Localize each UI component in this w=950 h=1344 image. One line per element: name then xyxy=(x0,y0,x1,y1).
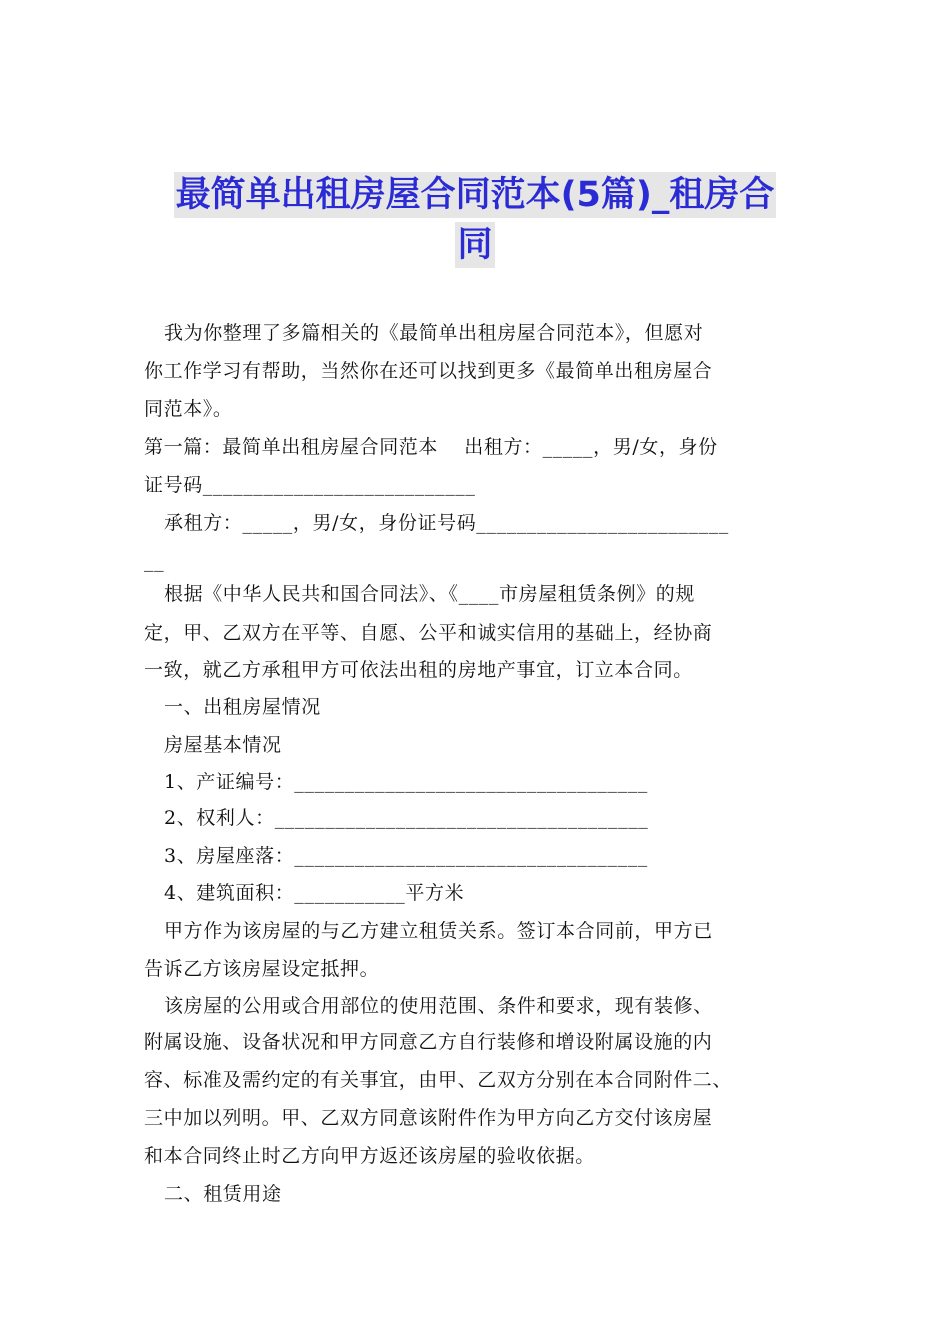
basis-line-2: 定，甲、乙双方在平等、自愿、公平和诚实信用的基础上，经协商 xyxy=(144,622,713,644)
intro-line-3: 同范本》。 xyxy=(144,398,233,420)
document-title xyxy=(120,172,830,268)
item-owner: 2、权利人：_____________________________________ xyxy=(164,807,649,829)
basis-line-3: 一致，就乙方承租甲方可依法出租的房地产事宜，订立本合同。 xyxy=(144,659,693,681)
intro-line-1: 我为你整理了多篇相关的《最简单出租房屋合同范本》，但愿对 xyxy=(164,322,704,344)
mortgage-line-2: 告诉乙方该房屋设定抵押。 xyxy=(144,958,380,980)
common-parts-line-3: 容、标准及需约定的有关事宜，由甲、乙双方分别在本合同附件二、 xyxy=(144,1069,733,1091)
basis-line-1: 根据《中华人民共和国合同法》、《____市房屋租赁条例》的规 xyxy=(164,583,696,605)
item-certificate-number: 1、产证编号：___________________________________ xyxy=(164,771,648,793)
first-article-line-2: 证号码___________________________ xyxy=(144,474,476,496)
basic-info-heading: 房屋基本情况 xyxy=(164,734,282,756)
lessee-line-1: 承租方：_____，男/女，身份证号码_________________________ xyxy=(164,512,729,534)
common-parts-line-4: 三中加以列明。甲、乙双方同意该附件作为甲方向乙方交付该房屋 xyxy=(144,1107,713,1129)
lessee-line-2: __ xyxy=(144,550,165,572)
common-parts-line-5: 和本合同终止时乙方向甲方返还该房屋的验收依据。 xyxy=(144,1145,595,1167)
intro-line-2: 你工作学习有帮助，当然你在还可以找到更多《最简单出租房屋合 xyxy=(144,360,713,382)
title-line-1: 最简单出租房屋合同范本(5篇)_租房合 xyxy=(174,172,777,218)
first-article-line-1: 第一篇：最简单出租房屋合同范本 出租方：_____，男/女，身份 xyxy=(144,436,718,458)
common-parts-line-1: 该房屋的公用或合用部位的使用范围、条件和要求，现有装修、 xyxy=(164,995,713,1017)
section-heading-2: 二、租赁用途 xyxy=(164,1183,282,1205)
common-parts-line-2: 附属设施、设备状况和甲方同意乙方自行装修和增设附属设施的内 xyxy=(144,1031,713,1053)
item-location: 3、房屋座落：___________________________________ xyxy=(164,845,648,867)
section-heading-1: 一、出租房屋情况 xyxy=(164,696,321,718)
item-floor-area: 4、建筑面积：___________平方米 xyxy=(164,882,465,904)
mortgage-line-1: 甲方作为该房屋的与乙方建立租赁关系。签订本合同前，甲方已 xyxy=(164,920,713,942)
title-line-2: 同 xyxy=(455,222,494,268)
